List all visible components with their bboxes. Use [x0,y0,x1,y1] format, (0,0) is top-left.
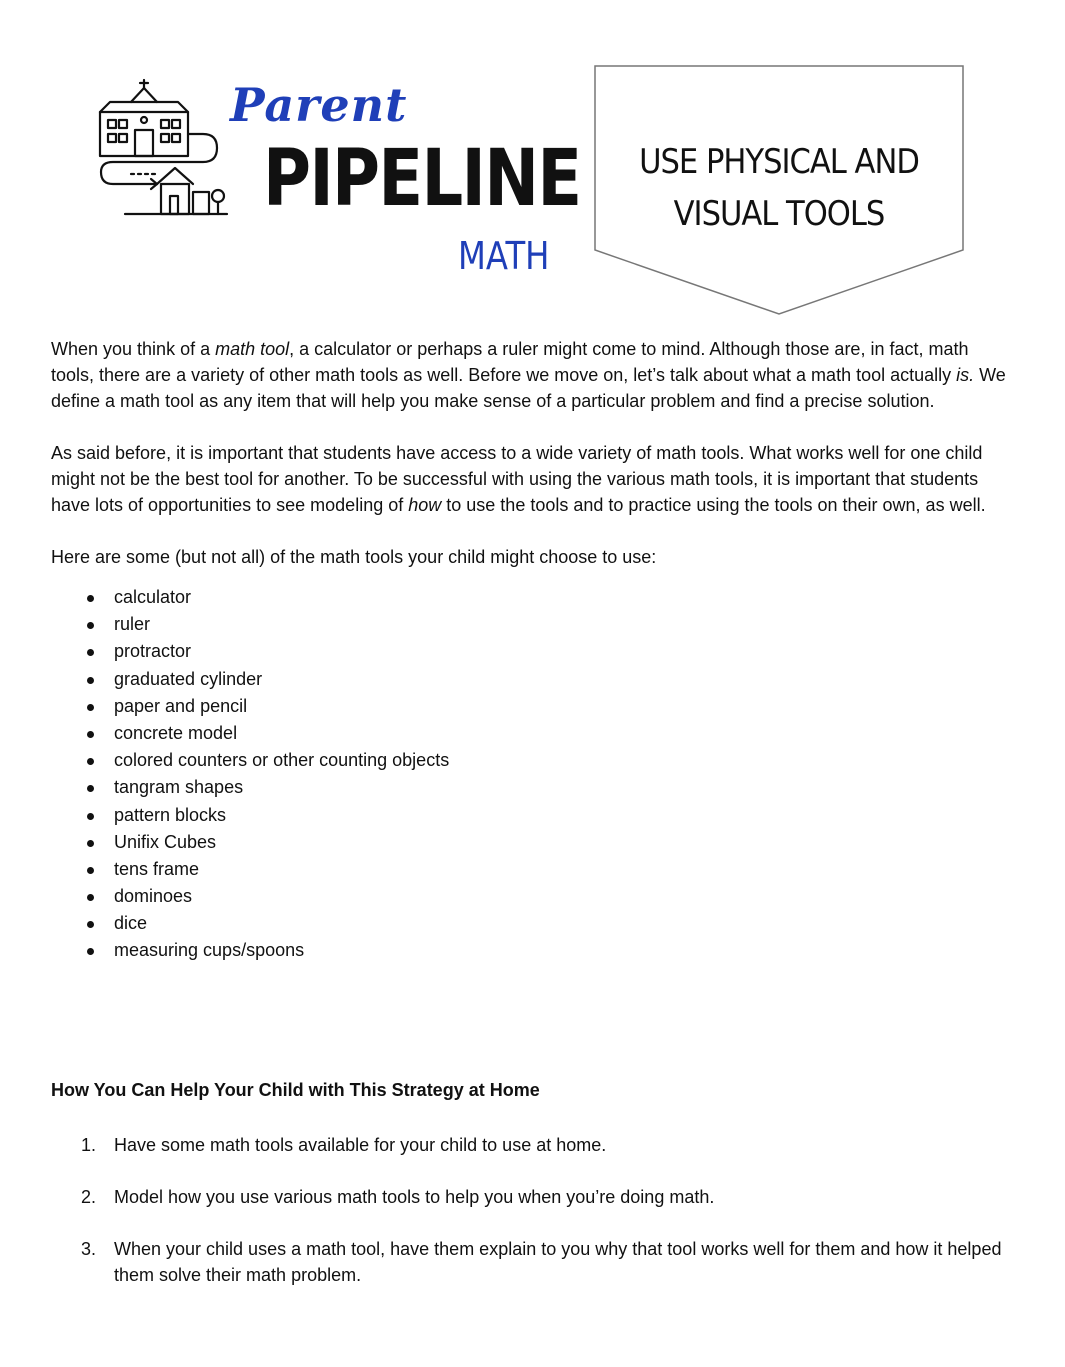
bullet-icon [87,785,94,792]
bullet-icon [87,622,94,629]
list-item: measuring cups/spoons [51,937,1011,964]
step-text: When your child uses a math tool, have them explain to you why that tool works well for them and how it helped them solve their math problem. [114,1239,1002,1285]
bullet-icon [87,813,94,820]
title-banner [593,64,965,316]
page-title [593,136,965,240]
bullet-icon [87,921,94,928]
bullet-icon [87,894,94,901]
step-text: Model how you use various math tools to help you when you’re doing math. [114,1187,715,1207]
step-number: 2. [81,1187,97,1207]
bullet-icon [87,677,94,684]
list-item: tangram shapes [51,774,1011,801]
bullet-icon [87,840,94,847]
list-item: tens frame [51,856,1011,883]
step-number: 1. [81,1135,97,1155]
list-item: pattern blocks [51,802,1011,829]
intro-paragraph-1: When you think of a math tool, a calculator or perhaps a ruler might come to mind. Although those are, in fact, math tools, there are a variety of other math tools as well. Before we move on, let’s talk about what a math tool actually is. We define a math tool as any item that will help you make sense of a particular problem and find a precise solution. [51,339,1006,411]
tools-list [51,584,1011,965]
main-content [51,336,1011,965]
intro-paragraph-2: As said before, it is important that students have access to a wide variety of math tools. What works well for one child might not be the best tool for another. To be successful with using the various math tools, it is important that students have lots of opportunities to see modeling of how to use the tools and to practice using the tools on their own, as well. [51,443,986,515]
list-item: colored counters or other counting objects [51,747,1011,774]
step-text: Have some math tools available for your child to use at home. [114,1135,607,1155]
list-item: graduated cylinder [51,666,1011,693]
logo-pipeline-text: PIPELINE [263,134,581,224]
bullet-icon [87,704,94,711]
help-heading: How You Can Help Your Child with This Strategy at Home [51,1080,540,1100]
logo-math-text: MATH [458,234,550,278]
bullet-icon [87,948,94,955]
list-item: protractor [51,638,1011,665]
list-item: Unifix Cubes [51,829,1011,856]
list-item: paper and pencil [51,693,1011,720]
list-item [51,1132,1011,1158]
bullet-icon [87,595,94,602]
list-item: concrete model [51,720,1011,747]
logo-parent-text: Parent [230,78,408,132]
list-item [51,1236,1011,1288]
help-steps-list [51,1132,1011,1314]
bullet-icon [87,758,94,765]
list-item [51,1184,1011,1210]
list-item: dominoes [51,883,1011,910]
bullet-icon [87,649,94,656]
bullet-icon [87,731,94,738]
step-number: 3. [81,1239,97,1259]
list-item: calculator [51,584,1011,611]
page-title-line-1: USE PHYSICAL AND [639,142,919,182]
list-item: ruler [51,611,1011,638]
list-item: dice [51,910,1011,937]
school-to-home-path-icon [95,72,235,222]
bullet-icon [87,867,94,874]
tools-intro: Here are some (but not all) of the math tools your child might choose to use: [51,547,657,567]
page-title-line-2: VISUAL TOOLS [673,194,885,234]
parent-pipeline-math-logo [95,72,581,287]
